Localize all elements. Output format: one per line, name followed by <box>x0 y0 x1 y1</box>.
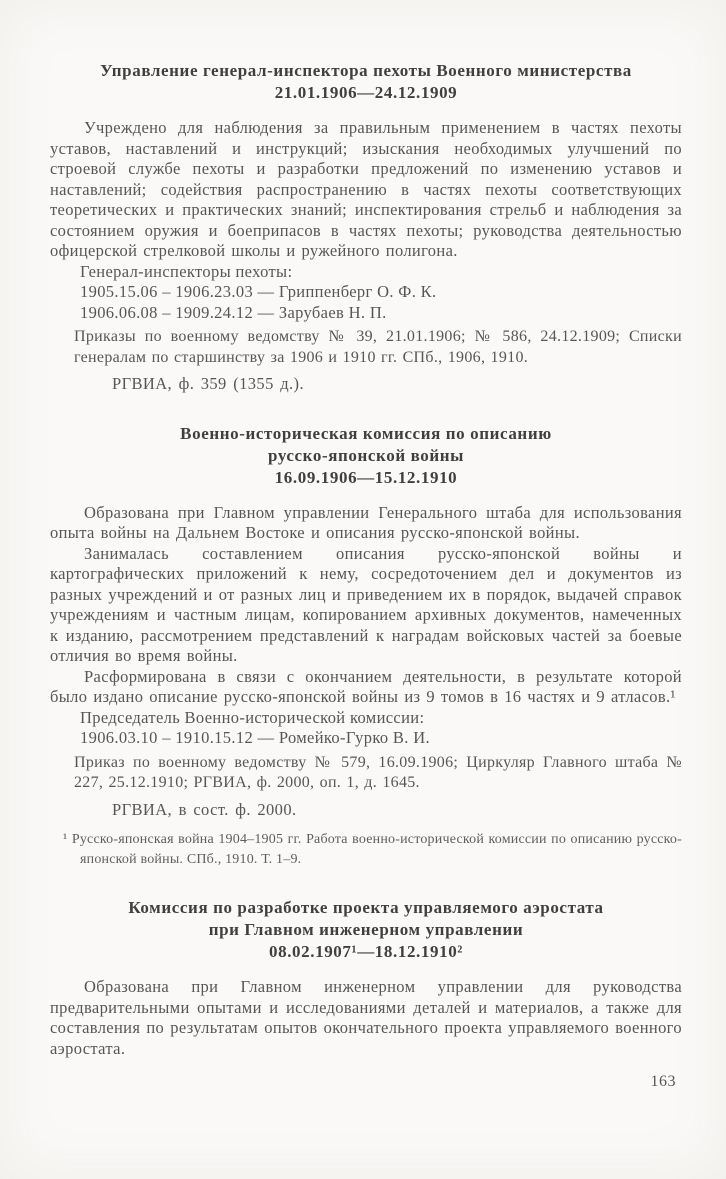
entry-title <box>50 423 682 489</box>
entry-title-line: русско-японской войны <box>267 445 464 465</box>
officials-heading: Председатель Военно-исторической комиссии: <box>80 707 425 727</box>
entry-title-dates: 08.02.1907¹—18.12.1910² <box>269 942 463 961</box>
page-number: 163 <box>650 1073 676 1090</box>
entry-title-line: Управление генерал-инспектора пехоты Военного министерства <box>100 61 632 80</box>
entry-description-paragraph: Образована при Главном инженерном управлении для руководства предварительными опытами и исследованиями деталей и материалов, а также для составления по результатам опытов окончательного проекта управляемого военного аэростата. <box>50 977 682 1058</box>
officials-heading: Генерал-инспекторы пехоты: <box>80 261 293 281</box>
entry-description-paragraph: Учреждено для наблюдения за правильным применением в частях пехоты уставов, наставлений и инструкций; изыскания необходимых улучшений по строевой службе пехоты и разработки предложений по изменению уставов и наставлений; содействия распространению в частях пехоты соответствующих теоретических и практических знаний; инспектирования стрельб и наблюдения за состоянием оружия и боеприпасов в частях пехоты; руководства деятельностью офицерской стрелковой школы и ружейного полигона. <box>50 118 682 260</box>
entry-title-line: Комиссия по разработке проекта управляемого аэростата <box>128 898 604 917</box>
official-item: 1905.15.06 – 1906.23.03 — Гриппенберг О. Ф. К. <box>80 282 437 301</box>
entry-title <box>50 897 682 963</box>
official-item: 1906.06.08 – 1909.24.12 — Зарубаев Н. П. <box>80 302 387 322</box>
archive-reference: РГВИА, ф. 359 (1355 д.). <box>112 374 304 393</box>
entry-title-line: Военно-историческая комиссия по описанию <box>180 423 552 443</box>
footnote: ¹ Русско-японская война 1904–1905 гг. Работа военно-исторической комиссии по описанию русско-японской войны. СПб., 1910. Т. 1–9. <box>63 832 682 867</box>
archive-reference: РГВИА, в сост. ф. 2000. <box>112 799 297 819</box>
entry-dirigible-project-commission <box>50 897 682 1059</box>
entry-description-paragraph: Образована при Главном управлении Генерального штаба для использования опыта войны на Дальнем Востоке и описания русско-японской войны. <box>50 502 682 542</box>
entry-description-paragraph: Занималась составлением описания русско-японской войны и картографических приложений к нему, сосредоточением дел и документов из разных учреждений и от разных лиц и приведением их в порядок, выдачей справок учреждениям и частным лицам, копированием архивных документов, намеченных к изданию, рассмотрением представлений к наградам войсковых частей за боевые отличия во время войны. <box>50 543 682 665</box>
official-item: 1906.03.10 – 1910.15.12 — Ромейко-Гурко В. И. <box>80 728 430 747</box>
entry-title <box>50 60 682 104</box>
entry-infantry-inspector-general <box>50 60 682 395</box>
entry-military-historical-commission <box>50 423 682 870</box>
entry-title-line: при Главном инженерном управлении <box>208 920 524 939</box>
entry-description-paragraph: Расформирована в связи с окончанием деятельности, в результате которой было издано описание русско-японской войны из 9 томов в 16 частях и 9 атласов.¹ <box>50 666 682 706</box>
sources-note: Приказ по военному ведомству № 579, 16.09.1906; Циркуляр Главного штаба № 227, 25.12.1910; РГВИА, ф. 2000, оп. 1, д. 1645. <box>74 753 682 791</box>
entry-title-dates: 16.09.1906—15.12.1910 <box>274 467 458 487</box>
sources-note: Приказы по военному ведомству № 39, 21.01.1906; № 586, 24.12.1909; Списки генералам по старшинству за 1906 и 1910 гг. СПб., 1906, 1910. <box>74 328 682 366</box>
entry-title-dates: 21.01.1906—24.12.1909 <box>274 83 458 102</box>
